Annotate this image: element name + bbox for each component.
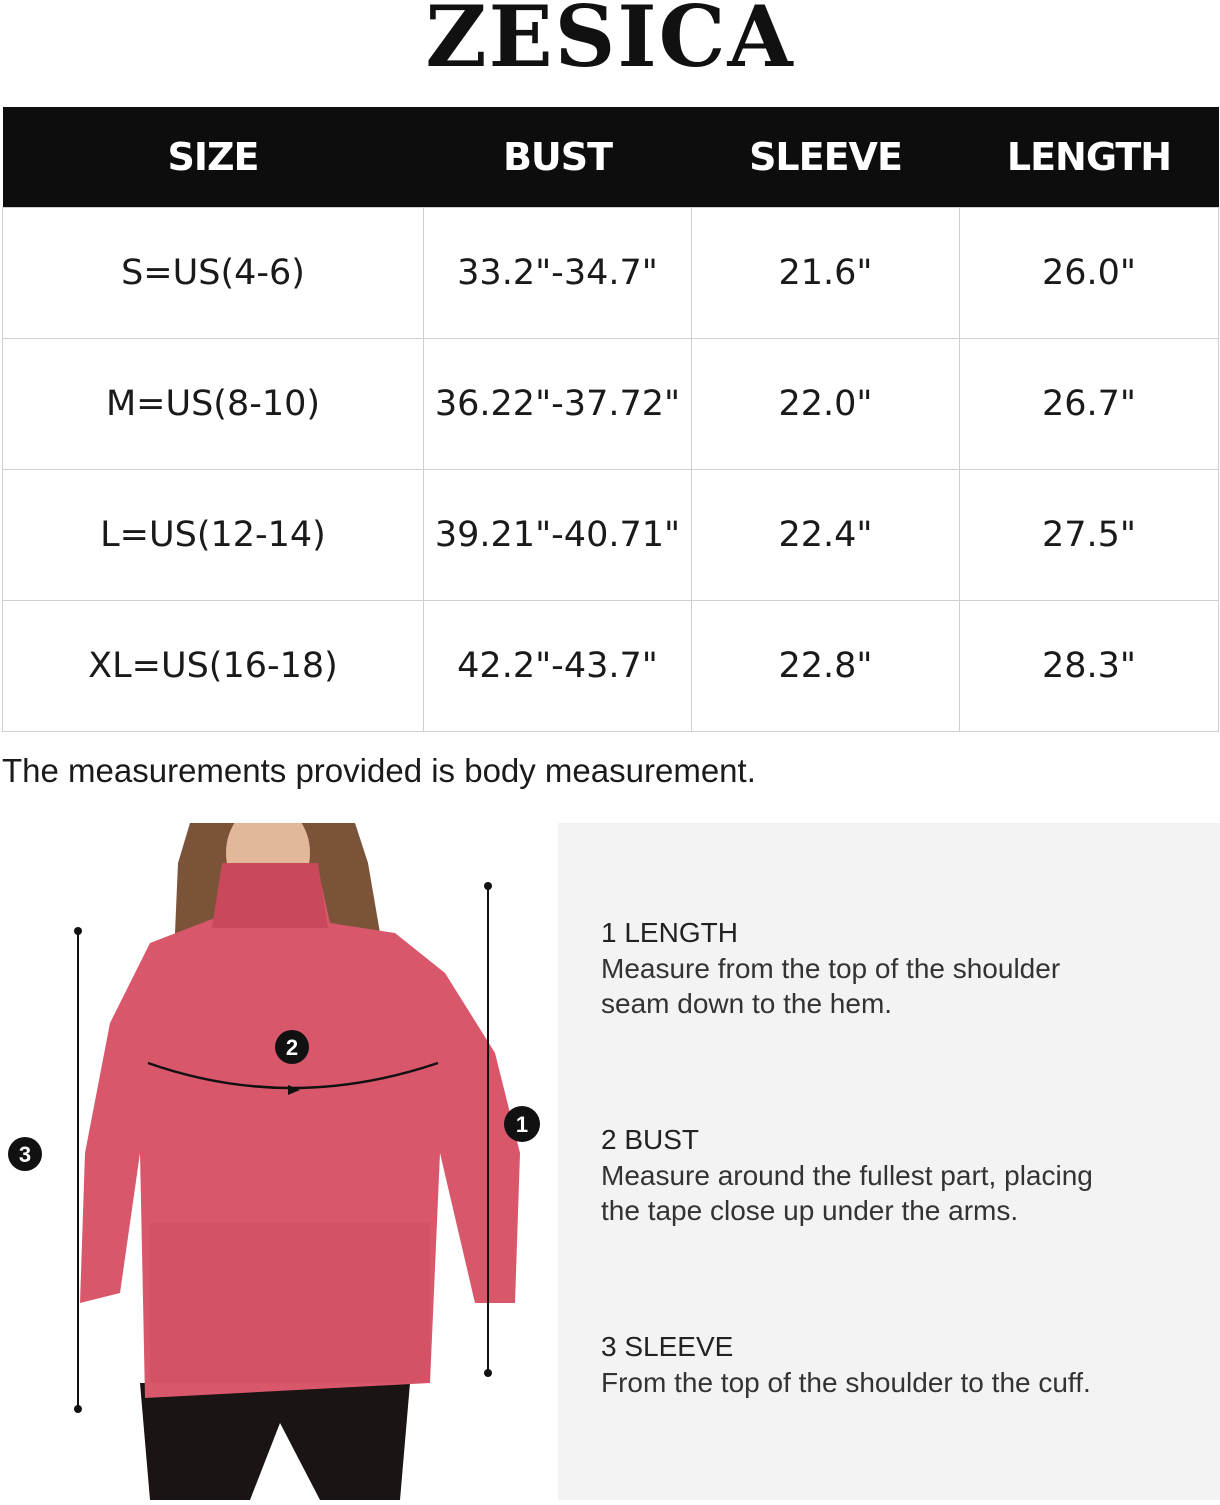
- instruction-length: [601, 915, 1201, 1021]
- instruction-title: 3 SLEEVE: [601, 1331, 734, 1362]
- table-row: [3, 339, 1219, 470]
- header-bust: BUST: [424, 107, 692, 208]
- table-row: [3, 601, 1219, 732]
- table-header-row: [3, 107, 1219, 208]
- badge-length-label: 1: [515, 1112, 529, 1137]
- ribbed-hem: [150, 1223, 430, 1383]
- instruction-title: 2 BUST: [601, 1124, 700, 1155]
- length-cell: 26.0": [960, 208, 1219, 339]
- instruction-text: seam down to the hem.: [601, 988, 893, 1019]
- table-row: [3, 208, 1219, 339]
- bust-cell: 36.22"-37.72": [424, 339, 692, 470]
- length-cell: 27.5": [960, 470, 1219, 601]
- size-cell: M=US(8-10): [3, 339, 424, 470]
- pants-shape: [140, 1383, 410, 1500]
- instruction-text: Measure around the fullest part, placing: [601, 1160, 1093, 1191]
- bust-cell: 39.21"-40.71": [424, 470, 692, 601]
- sweater-illustration: [0, 823, 556, 1500]
- measurement-note: The measurements provided is body measurement.: [2, 752, 756, 789]
- length-cell: 26.7": [960, 339, 1219, 470]
- instruction-sleeve: [601, 1329, 1201, 1400]
- instruction-text: the tape close up under the arms.: [601, 1195, 1019, 1226]
- size-cell: S=US(4-6): [3, 208, 424, 339]
- bust-cell: 42.2"-43.7": [424, 601, 692, 732]
- turtleneck-collar: [212, 863, 328, 928]
- sleeve-cell: 21.6": [692, 208, 960, 339]
- model-photo: [0, 823, 556, 1500]
- instruction-title: 1 LENGTH: [601, 917, 738, 948]
- length-cell: 28.3": [960, 601, 1219, 732]
- size-chart-table: [2, 107, 1219, 732]
- size-cell: L=US(12-14): [3, 470, 424, 601]
- sleeve-dot-bottom: [74, 1405, 82, 1413]
- instruction-text: Measure from the top of the shoulder: [601, 953, 1061, 984]
- instruction-text: From the top of the shoulder to the cuff.: [601, 1367, 1091, 1398]
- sleeve-cell: 22.0": [692, 339, 960, 470]
- bust-cell: 33.2"-34.7": [424, 208, 692, 339]
- sleeve-cell: 22.8": [692, 601, 960, 732]
- length-dot-top: [484, 882, 492, 890]
- badge-sleeve-label: 3: [18, 1142, 32, 1167]
- sleeve-cell: 22.4": [692, 470, 960, 601]
- instructions-panel: [558, 823, 1220, 1500]
- header-size: SIZE: [3, 107, 424, 208]
- sleeve-dot-top: [74, 927, 82, 935]
- instruction-bust: [601, 1122, 1201, 1228]
- badge-bust-label: 2: [285, 1035, 299, 1060]
- header-sleeve: SLEEVE: [692, 107, 960, 208]
- length-dot-bottom: [484, 1369, 492, 1377]
- size-cell: XL=US(16-18): [3, 601, 424, 732]
- table-row: [3, 470, 1219, 601]
- header-length: LENGTH: [960, 107, 1219, 208]
- brand-logo: ZESICA: [425, 0, 795, 86]
